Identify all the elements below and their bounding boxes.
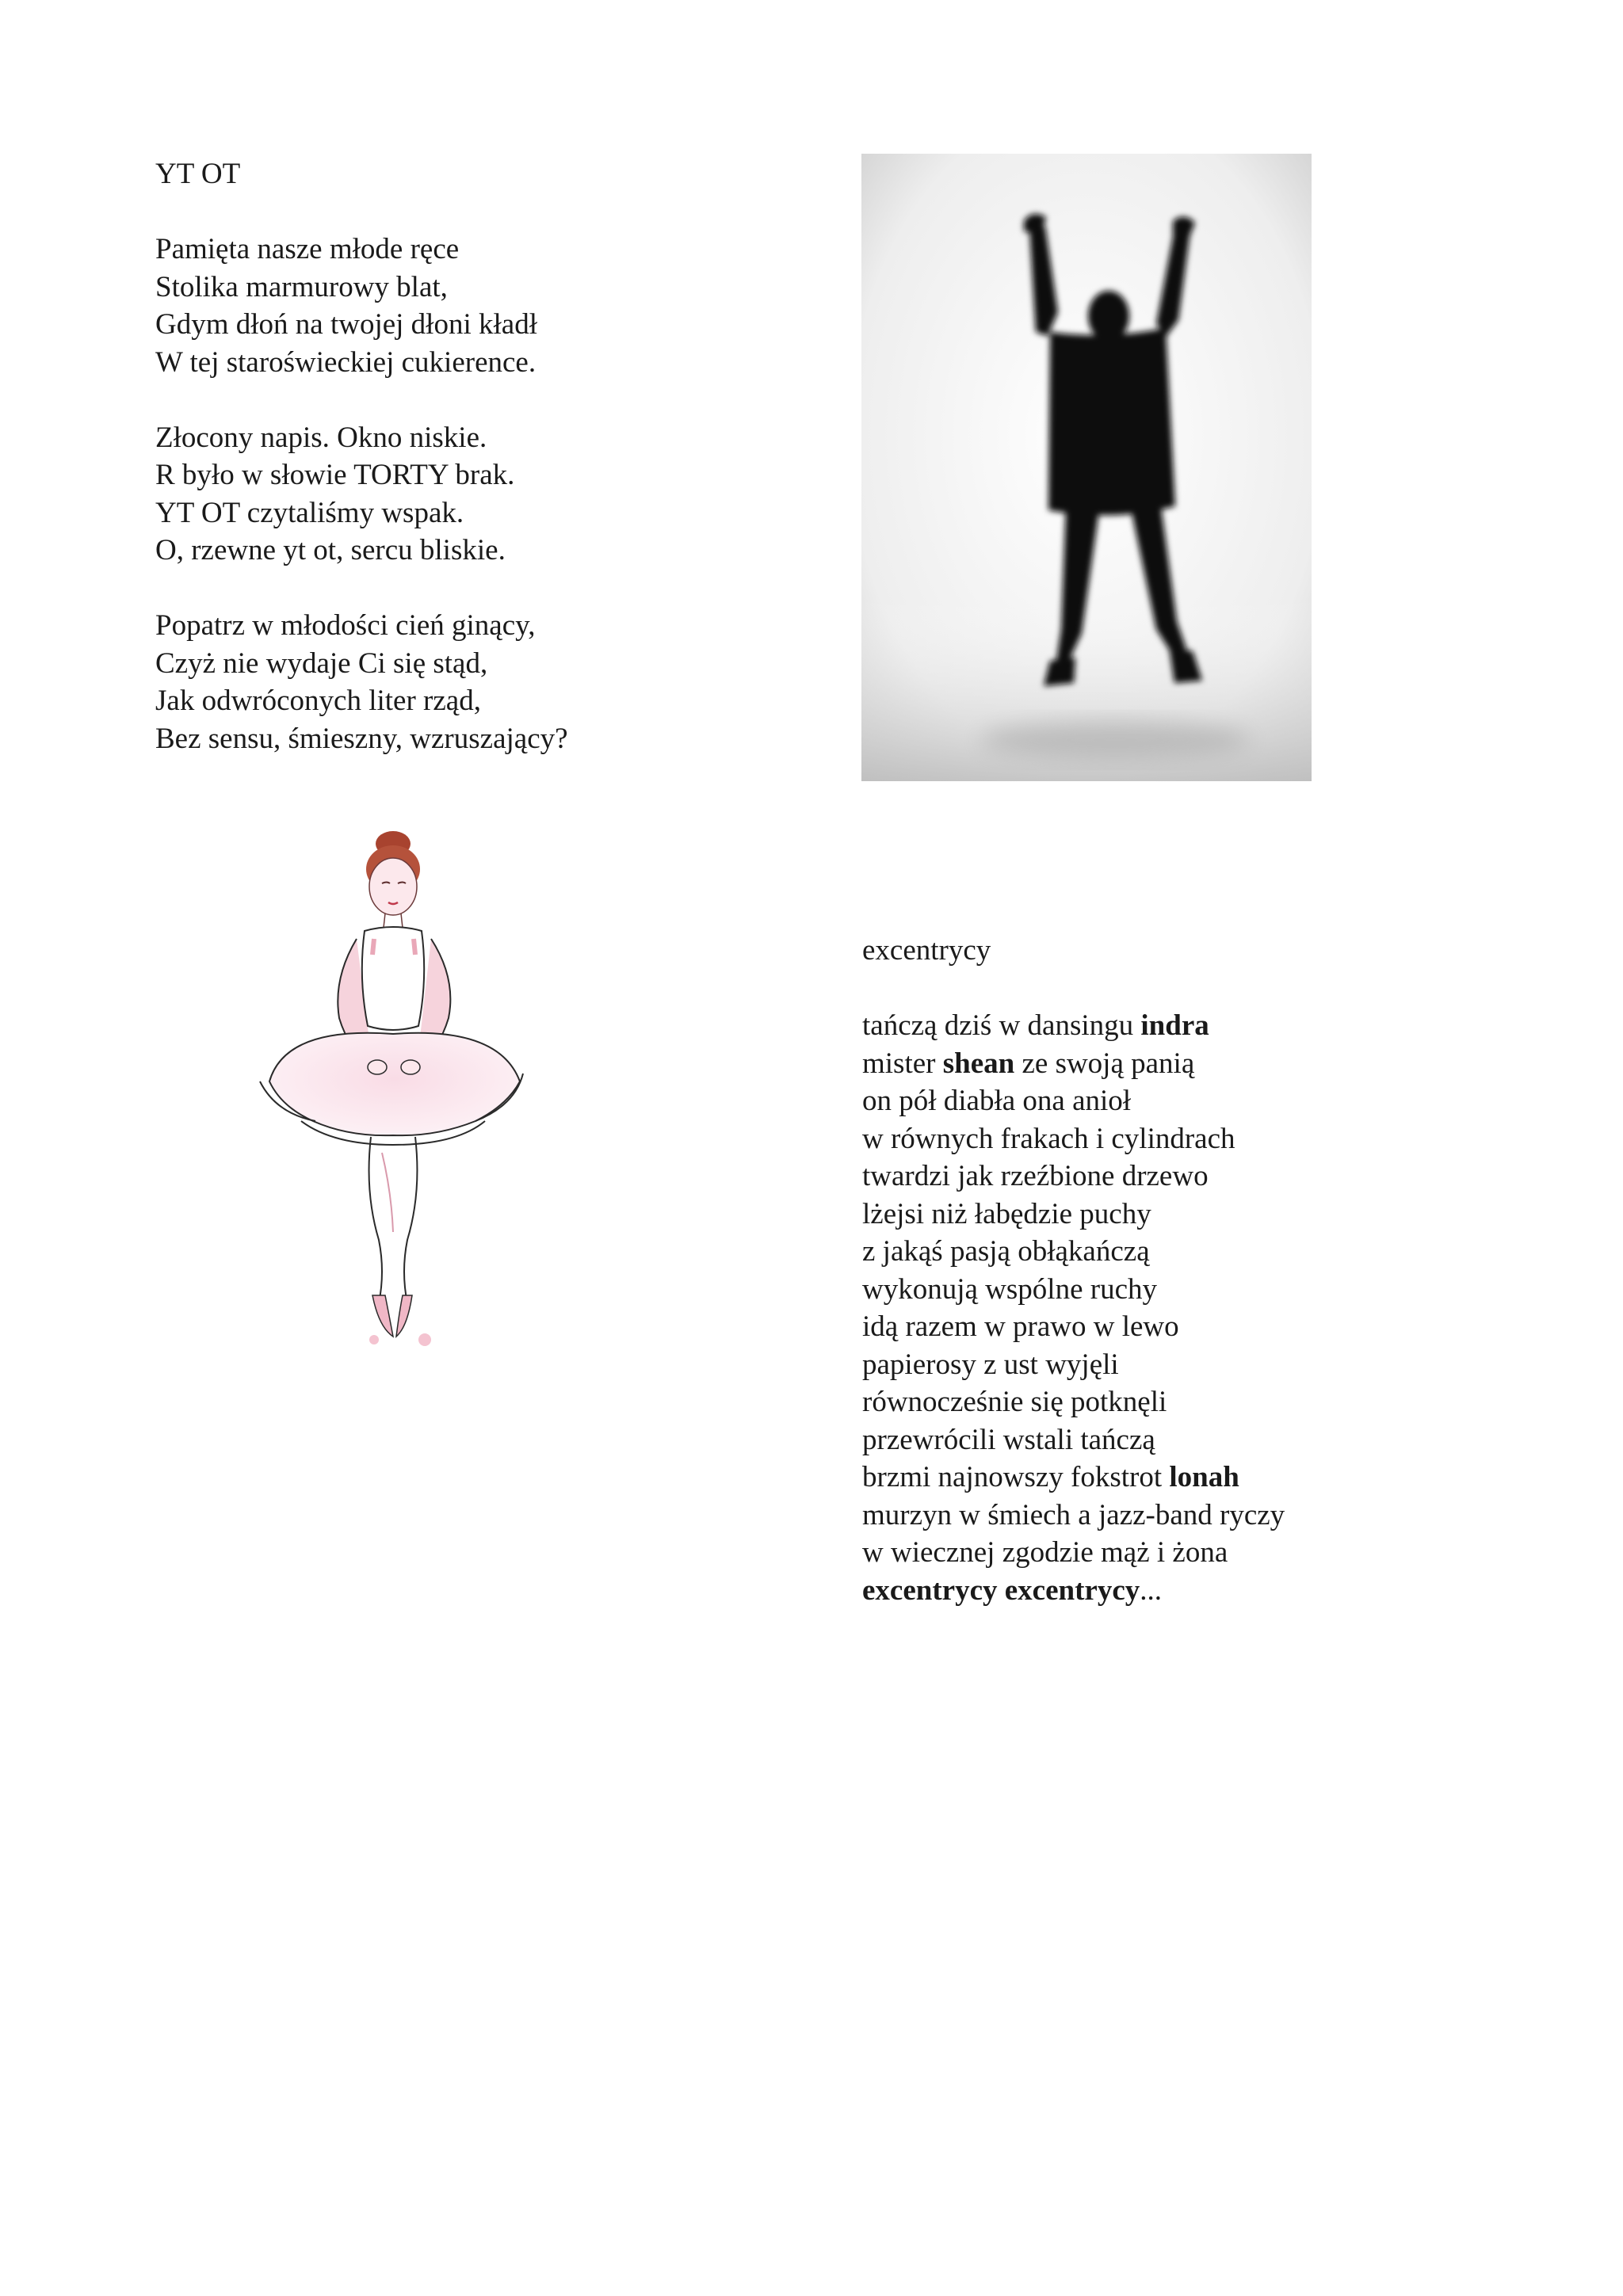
stanza (155, 231, 568, 381)
stanza (155, 607, 568, 757)
poem-line: Bez sensu, śmieszny, wzruszający? (155, 722, 568, 755)
poem-line: tańczą dziś w dansingu indra (862, 1009, 1209, 1042)
bold-word: indra (1140, 1009, 1209, 1042)
poem-body (862, 1007, 1285, 1609)
poem-line: w równych frakach i cylindrach (862, 1122, 1235, 1155)
poem-line: lżejsi niż łabędzie puchy (862, 1197, 1151, 1230)
poem-title: YT OT (155, 158, 241, 190)
poem-line: Stolika marmurowy blat, (155, 270, 448, 303)
poem-line: wykonują wspólne ruchy (862, 1272, 1157, 1306)
bold-word: lonah (1169, 1461, 1239, 1493)
poem-line: O, rzewne yt ot, sercu bliskie. (155, 534, 506, 566)
poem-yt-ot (155, 155, 568, 795)
poem-line: przewrócili wstali tańczą (862, 1423, 1155, 1456)
poem-line: murzyn w śmiech a jazz-band ryczy (862, 1498, 1285, 1531)
poem-line: R było w słowie TORTY brak. (155, 459, 515, 491)
poem-line: z jakąś pasją obłąkańczą (862, 1235, 1150, 1268)
bold-word: shean (942, 1047, 1015, 1080)
poem-line: Gdym dłoń na twojej dłoni kładł (155, 308, 537, 341)
stanza (155, 419, 568, 570)
bold-word: excentrycy excentrycy (862, 1573, 1140, 1607)
poem-title: excentrycy (862, 934, 991, 967)
poem-line: on pół diabła ona anioł (862, 1085, 1132, 1117)
poem-excentrycy (862, 932, 1285, 1609)
poem-line: równocześnie się potknęli (862, 1386, 1167, 1418)
poem-line: excentrycy excentrycy... (862, 1573, 1163, 1607)
poem-line: Czyż nie wydaje Ci się stąd, (155, 646, 488, 680)
ballerina-image (238, 820, 571, 1375)
silhouette-image (861, 154, 1312, 781)
poem-line: Jak odwróconych liter rząd, (155, 685, 481, 717)
poem-line: twardzi jak rzeźbione drzewo (862, 1160, 1209, 1192)
poem-line: W tej staroświeckiej cukierence. (155, 345, 537, 379)
poem-line: Złocony napis. Okno niskie. (155, 421, 487, 454)
poem-line: mister shean ze swoją panią (862, 1047, 1195, 1080)
poem-line: idą razem w prawo w lewo (862, 1310, 1179, 1343)
poem-line: w wiecznej zgodzie mąż i żona (862, 1536, 1228, 1569)
poem-line: Popatrz w młodości cień ginący, (155, 609, 536, 642)
poem-line: brzmi najnowszy fokstrot lonah (862, 1461, 1239, 1493)
poem-line: YT OT czytaliśmy wspak. (155, 496, 464, 529)
poem-line: Pamięta nasze młode ręce (155, 233, 460, 265)
poem-line: papierosy z ust wyjęli (862, 1348, 1119, 1381)
